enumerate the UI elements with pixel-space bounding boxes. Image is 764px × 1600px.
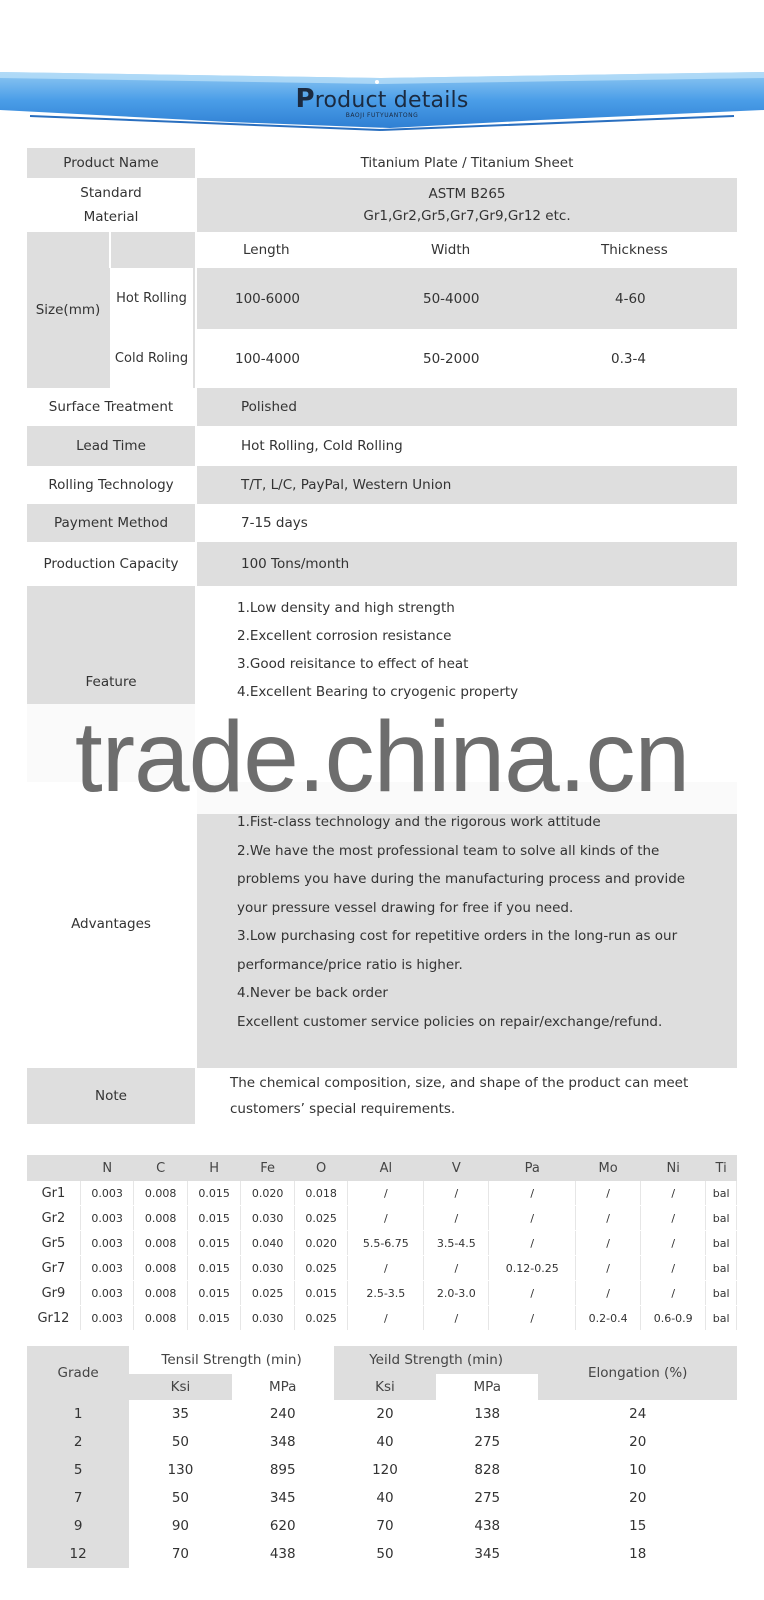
chem-header-cell (27, 1155, 80, 1181)
size-values-cell (196, 232, 737, 388)
advantage-item: 4.Never be back order (237, 985, 388, 1001)
advantage-item: 1.Fist-class technology and the rigorous work attitude (237, 814, 601, 830)
cold-length: 100-4000 (235, 350, 300, 367)
chem-value-cell: 0.003 (80, 1231, 133, 1256)
page-subtitle: BAOJI FUTYUANTONG (345, 112, 419, 119)
size-label: Size(mm) (27, 232, 110, 388)
chem-header-cell: Pa (489, 1155, 576, 1181)
mech-value-cell: 40 (376, 1434, 394, 1450)
chem-value-cell: 2.0-3.0 (424, 1281, 489, 1306)
chem-header-cell: V (424, 1155, 489, 1181)
chem-value-cell: / (641, 1181, 706, 1206)
chem-value-cell: 0.015 (187, 1306, 240, 1331)
mech-value-cell: 438 (269, 1546, 296, 1562)
advantage-item: performance/price ratio is higher. (237, 956, 463, 973)
payment-label: Payment Method (27, 504, 196, 542)
capacity-value: 100 Tons/month (196, 542, 737, 586)
chem-value-cell: / (424, 1181, 489, 1206)
chem-header-cell: C (134, 1155, 187, 1181)
chem-value-cell: 0.015 (187, 1281, 240, 1306)
chem-value-cell: 2.5-3.5 (348, 1281, 424, 1306)
mech-value-cell: 345 (269, 1490, 296, 1506)
feature-item: 3.Good reisitance to effect of heat (237, 656, 469, 672)
chem-value-cell: bal (706, 1256, 737, 1281)
tensile-ksi-header: Ksi (129, 1374, 231, 1400)
mech-value-cell: 50 (171, 1434, 190, 1450)
chem-row (27, 1231, 737, 1256)
chem-grade-cell: Gr2 (27, 1206, 80, 1231)
chem-value-cell: 0.030 (241, 1306, 294, 1331)
mech-value-cell: 15 (629, 1518, 647, 1534)
chem-value-cell: / (641, 1206, 706, 1231)
chem-value-cell: 5.5-6.75 (348, 1231, 424, 1256)
chem-header-cell: O (294, 1155, 347, 1181)
chem-value-cell: / (489, 1206, 576, 1231)
chem-value-cell: 0.008 (134, 1281, 187, 1306)
mech-value-cell: 895 (269, 1462, 296, 1478)
mech-value-cell: 20 (629, 1490, 647, 1506)
chem-value-cell: / (424, 1306, 489, 1331)
mech-value-cell: 120 (372, 1462, 398, 1478)
chem-row (27, 1306, 737, 1331)
chem-value-cell: / (424, 1256, 489, 1281)
chem-value-cell: / (489, 1306, 576, 1331)
chem-value-cell: 0.003 (80, 1206, 133, 1231)
mech-row (27, 1456, 737, 1484)
chem-value-cell: 0.2-0.4 (576, 1306, 641, 1331)
mech-value-cell: 70 (376, 1518, 394, 1534)
tensile-mpa-header: MPa (232, 1374, 334, 1400)
yield-mpa-header: MPa (436, 1374, 538, 1400)
chem-value-cell: / (489, 1281, 576, 1306)
chem-value-cell: / (489, 1231, 576, 1256)
chem-value-cell: / (348, 1206, 424, 1231)
mech-value-cell: 828 (474, 1462, 501, 1478)
chem-grade-cell: Gr9 (27, 1281, 80, 1306)
chem-grade-cell: Gr7 (27, 1256, 80, 1281)
mech-value-cell: 275 (474, 1490, 501, 1506)
chem-value-cell: bal (706, 1231, 737, 1256)
chem-header-cell: Fe (241, 1155, 294, 1181)
mech-value-cell: 240 (269, 1406, 296, 1422)
mechanical-properties-table (27, 1346, 737, 1568)
capacity-label: Production Capacity (27, 542, 196, 586)
mech-value-cell: 70 (171, 1546, 190, 1562)
hot-length: 100-6000 (235, 290, 300, 307)
lead-time-value: Hot Rolling, Cold Rolling (196, 426, 737, 466)
tensile-header: Tensil Strength (min) (129, 1346, 334, 1374)
chem-value-cell: bal (706, 1281, 737, 1306)
chem-value-cell: / (576, 1231, 641, 1256)
chem-value-cell: 0.015 (187, 1256, 240, 1281)
chem-grade-cell: Gr12 (27, 1306, 80, 1331)
chem-value-cell: 0.008 (134, 1181, 187, 1206)
rolling-tech-label: Rolling Technology (27, 466, 196, 504)
chem-header-cell: H (187, 1155, 240, 1181)
chem-value-cell: / (576, 1256, 641, 1281)
chem-value-cell: 0.040 (241, 1231, 294, 1256)
elongation-header: Elongation (%) (538, 1346, 737, 1400)
chem-header-cell: N (80, 1155, 133, 1181)
chem-value-cell: / (576, 1181, 641, 1206)
mech-value-cell: 275 (474, 1434, 501, 1450)
chem-value-cell: 0.018 (294, 1181, 347, 1206)
advantages-label: Advantages (27, 782, 196, 1068)
chem-value-cell: / (348, 1256, 424, 1281)
standard-value: ASTM B265 Gr1,Gr2,Gr5,Gr7,Gr9,Gr12 etc. (196, 178, 737, 232)
advantage-item: 2.We have the most professional team to solve all kinds of the (237, 842, 660, 859)
mech-value-cell: 40 (376, 1490, 394, 1506)
chem-value-cell: 0.015 (187, 1181, 240, 1206)
cold-width: 50-2000 (423, 350, 480, 367)
mech-grade-cell: 2 (27, 1428, 129, 1456)
mech-value-cell: 24 (629, 1406, 647, 1422)
size-label-cell (27, 232, 196, 388)
chem-value-cell: 0.003 (80, 1281, 133, 1306)
mech-value-cell: 438 (474, 1518, 501, 1534)
chem-value-cell: bal (706, 1206, 737, 1231)
chem-value-cell: 0.003 (80, 1181, 133, 1206)
surface-value: Polished (196, 388, 737, 426)
advantage-item: your pressure vessel drawing for free if you need. (237, 899, 574, 916)
chem-row (27, 1181, 737, 1206)
chem-value-cell: 0.025 (294, 1306, 347, 1331)
mech-row (27, 1512, 737, 1540)
cold-rolling-label: Cold Roling (110, 329, 193, 388)
mech-grade-cell: 12 (27, 1540, 129, 1568)
chem-grade-cell: Gr5 (27, 1231, 80, 1256)
chem-value-cell: 0.015 (187, 1206, 240, 1231)
chem-value-cell: / (348, 1306, 424, 1331)
chem-value-cell: 0.030 (241, 1206, 294, 1231)
mech-value-cell: 90 (171, 1518, 190, 1534)
payment-value: 7-15 days (196, 504, 737, 542)
chem-header-cell: Mo (576, 1155, 641, 1181)
product-name-value: Titanium Plate / Titanium Sheet (196, 148, 737, 178)
feature-label: Feature (27, 586, 196, 782)
size-header-thickness: Thickness (601, 242, 668, 259)
chemical-composition-table (27, 1155, 737, 1331)
chem-value-cell: / (489, 1181, 576, 1206)
surface-label: Surface Treatment (27, 388, 196, 426)
page-title: Product details (295, 84, 469, 114)
chem-value-cell: 3.5-4.5 (424, 1231, 489, 1256)
mech-value-cell: 10 (629, 1462, 647, 1478)
chem-value-cell: 0.12-0.25 (489, 1256, 576, 1281)
chem-value-cell: 0.015 (187, 1231, 240, 1256)
chem-row (27, 1281, 737, 1306)
chem-header-cell: Al (348, 1155, 424, 1181)
chem-value-cell: 0.008 (134, 1306, 187, 1331)
chem-value-cell: 0.025 (241, 1281, 294, 1306)
chem-row (27, 1256, 737, 1281)
chem-value-cell: 0.025 (294, 1206, 347, 1231)
mech-value-cell: 50 (171, 1490, 190, 1506)
chem-value-cell: / (641, 1281, 706, 1306)
cold-thickness: 0.3-4 (611, 350, 646, 367)
chem-value-cell: bal (706, 1306, 737, 1331)
note-text: The chemical composition, size, and shape of the product can meet customers’ special requirements. (196, 1068, 737, 1124)
chem-value-cell: 0.020 (241, 1181, 294, 1206)
chem-value-cell: / (576, 1206, 641, 1231)
mech-value-cell: 20 (376, 1406, 394, 1422)
yield-ksi-header: Ksi (334, 1374, 436, 1400)
mech-value-cell: 130 (167, 1462, 194, 1478)
advantage-item: Excellent customer service policies on repair/exchange/refund. (237, 1013, 663, 1030)
chem-value-cell: 0.020 (294, 1231, 347, 1256)
mech-row (27, 1484, 737, 1512)
mech-grade-cell: 9 (27, 1512, 129, 1540)
hot-rolling-label: Hot Rolling (110, 268, 193, 329)
hot-thickness: 4-60 (615, 290, 646, 307)
size-header-length: Length (243, 242, 290, 259)
advantages-list (196, 782, 737, 1068)
mech-grade-cell: 1 (27, 1400, 129, 1428)
chem-value-cell: / (424, 1206, 489, 1231)
chem-value-cell: / (641, 1231, 706, 1256)
mech-value-cell: 620 (269, 1518, 296, 1534)
watermark-text: trade.china.cn (74, 701, 690, 813)
grade-header: Grade (27, 1346, 129, 1400)
mech-value-cell: 35 (171, 1406, 190, 1422)
chem-header-cell: Ni (641, 1155, 706, 1181)
mech-value-cell: 348 (269, 1434, 296, 1450)
feature-item: 1.Low density and high strength (237, 600, 455, 616)
mech-value-cell: 345 (474, 1546, 501, 1562)
size-header-width: Width (431, 242, 471, 259)
chem-value-cell: 0.025 (294, 1256, 347, 1281)
mech-grade-cell: 7 (27, 1484, 129, 1512)
product-name-label: Product Name (27, 148, 196, 178)
chem-value-cell: / (348, 1181, 424, 1206)
chem-value-cell: 0.008 (134, 1256, 187, 1281)
chem-value-cell: 0.003 (80, 1306, 133, 1331)
lead-time-label: Lead Time (27, 426, 196, 466)
chem-value-cell: 0.008 (134, 1231, 187, 1256)
rolling-tech-value: T/T, L/C, PayPal, Western Union (196, 466, 737, 504)
hot-width: 50-4000 (423, 290, 480, 307)
yield-header: Yeild Strength (min) (334, 1346, 539, 1374)
chem-header-cell: Ti (706, 1155, 737, 1181)
chem-value-cell: / (576, 1281, 641, 1306)
mech-value-cell: 20 (629, 1434, 647, 1450)
standard-label: Standard Material (27, 178, 196, 232)
mech-value-cell: 138 (474, 1406, 501, 1422)
feature-item: 4.Excellent Bearing to cryogenic property (237, 684, 519, 700)
advantage-item: 3.Low purchasing cost for repetitive orders in the long-run as our (237, 928, 678, 944)
mech-value-cell: 50 (376, 1546, 394, 1562)
advantage-item: problems you have during the manufacturing process and provide (237, 871, 686, 887)
mech-row (27, 1428, 737, 1456)
chem-row (27, 1206, 737, 1231)
chem-grade-cell: Gr1 (27, 1181, 80, 1206)
chem-value-cell: 0.030 (241, 1256, 294, 1281)
mech-row (27, 1400, 737, 1428)
spec-table (27, 148, 737, 1124)
feature-item: 2.Excellent corrosion resistance (237, 628, 452, 644)
chem-value-cell: 0.003 (80, 1256, 133, 1281)
chem-value-cell: 0.6-0.9 (641, 1306, 706, 1331)
note-label: Note (27, 1068, 196, 1124)
chem-value-cell: 0.008 (134, 1206, 187, 1231)
chem-value-cell: bal (706, 1181, 737, 1206)
mech-grade-cell: 5 (27, 1456, 129, 1484)
chem-value-cell: 0.015 (294, 1281, 347, 1306)
mech-row (27, 1540, 737, 1568)
chem-value-cell: / (641, 1256, 706, 1281)
mech-value-cell: 18 (629, 1546, 647, 1562)
